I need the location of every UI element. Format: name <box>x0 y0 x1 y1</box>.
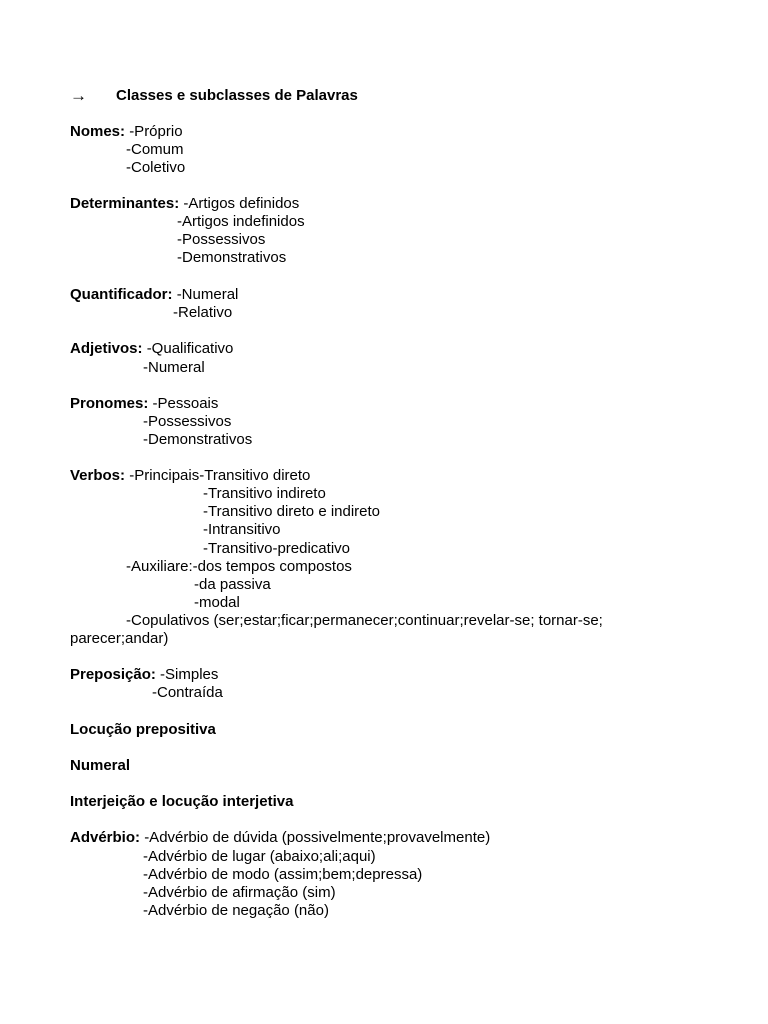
section-determinantes <box>70 195 299 213</box>
adjetivos-label: Adjetivos: <box>70 340 143 357</box>
adverbio-item: -Advérbio de dúvida (possivelmente;provavelmente) <box>144 829 491 846</box>
pronomes-item: -Pessoais <box>152 395 219 412</box>
preposicao-item: -Simples <box>160 666 219 683</box>
numeral-heading: Numeral <box>70 757 131 774</box>
verbos-auxiliares-item: -da passiva <box>194 576 271 593</box>
verbos-auxiliares: -Auxiliare:-dos tempos compostos <box>126 558 352 575</box>
determinantes-item: -Artigos definidos <box>183 195 300 212</box>
section-adjetivos <box>70 340 233 358</box>
verbos-auxiliares-item: -modal <box>194 594 240 611</box>
section-verbos <box>70 467 310 485</box>
determinantes-item: -Demonstrativos <box>177 249 287 266</box>
nomes-item: -Coletivo <box>126 159 186 176</box>
locucao-prepositiva-heading: Locução prepositiva <box>70 721 216 738</box>
nomes-item: -Próprio <box>129 123 183 140</box>
adverbio-item: -Advérbio de lugar (abaixo;ali;aqui) <box>143 848 376 865</box>
adjetivos-item: -Qualificativo <box>146 340 234 357</box>
verbos-copulativos-cont: parecer;andar) <box>70 630 169 647</box>
pronomes-item: -Demonstrativos <box>143 431 253 448</box>
verbos-principais-item: -Transitivo indireto <box>203 485 326 502</box>
section-nomes <box>70 123 183 141</box>
quantificador-label: Quantificador: <box>70 286 173 303</box>
section-quantificador <box>70 286 238 304</box>
adverbio-label: Advérbio: <box>70 829 141 846</box>
verbos-copulativos: -Copulativos (ser;estar;ficar;permanecer;continuar;revelar-se; tornar-se; <box>126 612 603 629</box>
verbos-principais-item: -Intransitivo <box>203 521 281 538</box>
adverbio-item: -Advérbio de afirmação (sim) <box>143 884 336 901</box>
quantificador-item: -Numeral <box>176 286 239 303</box>
verbos-principais-item: -Transitivo-predicativo <box>203 540 350 557</box>
determinantes-item: -Possessivos <box>177 231 266 248</box>
verbos-label: Verbos: <box>70 467 126 484</box>
nomes-label: Nomes: <box>70 123 126 140</box>
nomes-item: -Comum <box>126 141 184 158</box>
adverbio-item: -Advérbio de modo (assim;bem;depressa) <box>143 866 423 883</box>
verbos-principais: -Principais-Transitivo direto <box>129 467 311 484</box>
preposicao-item: -Contraída <box>152 684 223 701</box>
title-arrow: → <box>70 86 87 105</box>
section-adverbio <box>70 829 490 847</box>
determinantes-item: -Artigos indefinidos <box>177 213 305 230</box>
pronomes-label: Pronomes: <box>70 395 149 412</box>
section-preposicao <box>70 666 218 684</box>
determinantes-label: Determinantes: <box>70 195 180 212</box>
verbos-principais-item: -Transitivo direto e indireto <box>203 503 381 520</box>
interjeicao-heading: Interjeição e locução interjetiva <box>70 793 294 810</box>
section-pronomes <box>70 395 218 413</box>
preposicao-label: Preposição: <box>70 666 156 683</box>
quantificador-item: -Relativo <box>173 304 233 321</box>
page-title: Classes e subclasses de Palavras <box>116 87 358 104</box>
adverbio-item: -Advérbio de negação (não) <box>143 902 329 919</box>
pronomes-item: -Possessivos <box>143 413 232 430</box>
adjetivos-item: -Numeral <box>143 359 205 376</box>
